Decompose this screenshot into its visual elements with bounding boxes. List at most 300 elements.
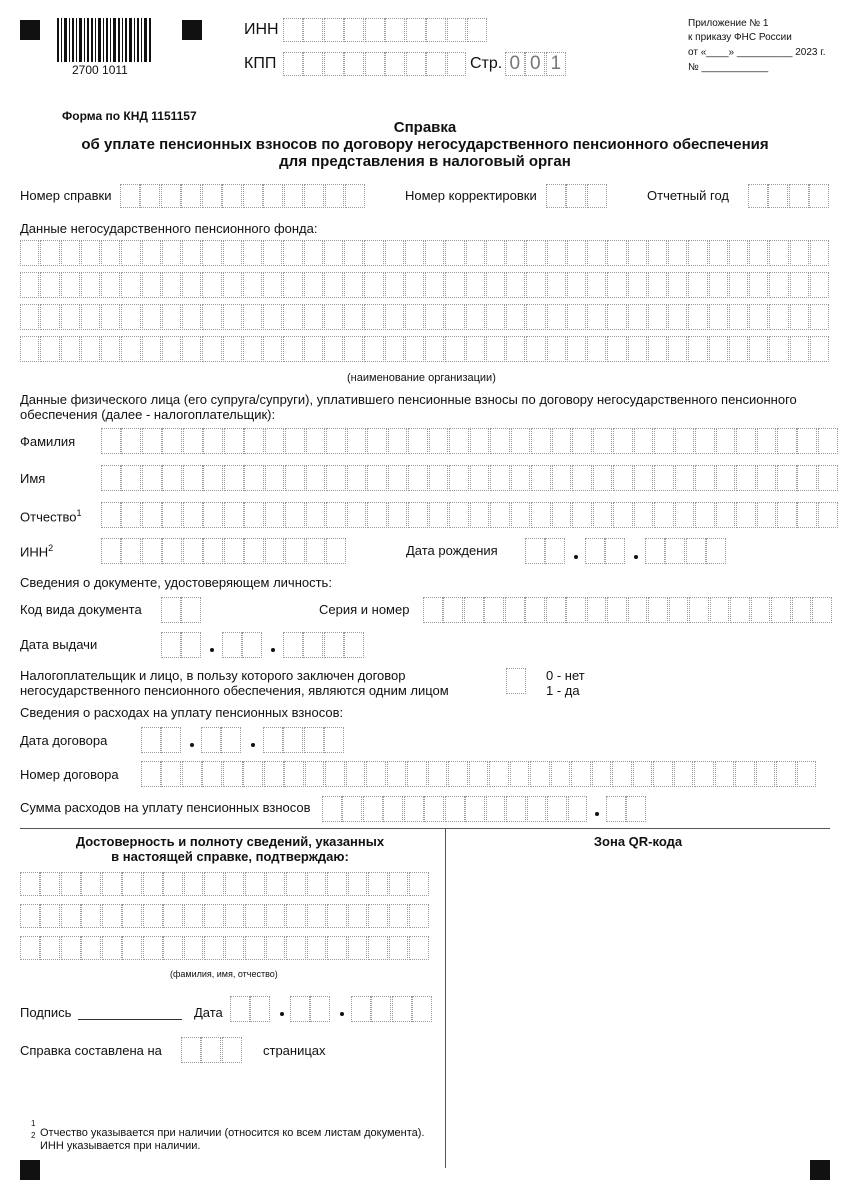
input-cell[interactable] (792, 597, 812, 623)
input-cell[interactable] (324, 727, 344, 753)
input-cell[interactable] (367, 428, 387, 454)
input-cell[interactable] (222, 632, 242, 658)
input-cell[interactable] (243, 336, 262, 362)
input-cell[interactable] (385, 52, 405, 76)
input-cell[interactable] (465, 796, 485, 822)
report-year-cells[interactable] (748, 184, 830, 208)
input-cell[interactable] (385, 240, 404, 266)
contract-number-cells[interactable] (141, 761, 817, 787)
input-cell[interactable] (303, 52, 323, 76)
input-cell[interactable] (121, 240, 140, 266)
input-cell[interactable] (757, 465, 777, 491)
same-person-cell[interactable] (506, 668, 526, 694)
correction-number-cells[interactable] (546, 184, 607, 208)
issue-year-cells[interactable] (283, 632, 365, 658)
input-cell[interactable] (142, 538, 162, 564)
input-cell[interactable] (344, 304, 363, 330)
input-cell[interactable] (389, 936, 409, 960)
input-cell[interactable] (224, 465, 244, 491)
input-cell[interactable] (749, 272, 768, 298)
input-cell[interactable] (162, 538, 182, 564)
input-cell[interactable] (20, 936, 40, 960)
input-cell[interactable] (183, 502, 203, 528)
input-cell[interactable] (547, 240, 566, 266)
input-cell[interactable] (290, 996, 310, 1022)
input-cell[interactable] (587, 184, 607, 208)
input-cell[interactable] (304, 304, 323, 330)
input-cell[interactable] (628, 272, 647, 298)
input-cell[interactable] (263, 336, 282, 362)
input-cell[interactable] (812, 597, 832, 623)
input-cell[interactable] (633, 761, 653, 787)
input-cell[interactable] (163, 904, 183, 928)
input-cell[interactable] (326, 428, 346, 454)
input-cell[interactable] (286, 936, 306, 960)
input-cell[interactable] (810, 336, 829, 362)
input-cell[interactable] (688, 336, 707, 362)
input-cell[interactable] (645, 538, 665, 564)
input-cell[interactable] (324, 336, 343, 362)
input-cell[interactable] (143, 936, 163, 960)
input-cell[interactable] (40, 240, 59, 266)
input-cell[interactable] (612, 761, 632, 787)
input-cell[interactable] (730, 597, 750, 623)
input-cell[interactable] (769, 304, 788, 330)
input-cell[interactable] (392, 996, 412, 1022)
issue-day-cells[interactable] (161, 632, 202, 658)
name-cells[interactable] (101, 465, 838, 491)
input-cell[interactable] (526, 336, 545, 362)
input-cell[interactable] (648, 597, 668, 623)
input-cell[interactable] (225, 936, 245, 960)
input-cell[interactable] (626, 796, 646, 822)
input-cell[interactable] (244, 538, 264, 564)
input-cell[interactable] (122, 872, 142, 896)
input-cell[interactable] (265, 428, 285, 454)
input-cell[interactable] (102, 904, 122, 928)
input-cell[interactable] (163, 872, 183, 896)
input-cell[interactable] (351, 996, 371, 1022)
input-cell[interactable] (736, 428, 756, 454)
input-cell[interactable] (587, 240, 606, 266)
input-cell[interactable] (571, 761, 591, 787)
input-cell[interactable] (695, 428, 715, 454)
input-cell[interactable] (61, 872, 81, 896)
input-cell[interactable] (181, 1037, 201, 1063)
input-cell[interactable] (364, 304, 383, 330)
input-cell[interactable] (628, 597, 648, 623)
input-cell[interactable] (506, 304, 525, 330)
input-cell[interactable] (121, 465, 141, 491)
input-cell[interactable] (344, 336, 363, 362)
input-cell[interactable] (654, 465, 674, 491)
input-cell[interactable] (688, 304, 707, 330)
input-cell[interactable] (344, 272, 363, 298)
input-cell[interactable] (606, 796, 626, 822)
input-cell[interactable] (729, 304, 748, 330)
input-cell[interactable] (818, 502, 838, 528)
input-cell[interactable] (593, 428, 613, 454)
input-cell[interactable] (490, 465, 510, 491)
input-cell[interactable] (486, 336, 505, 362)
input-cell[interactable] (263, 727, 283, 753)
input-cell[interactable] (467, 18, 487, 42)
input-cell[interactable] (162, 272, 181, 298)
input-cell[interactable] (748, 184, 768, 208)
input-cell[interactable] (143, 904, 163, 928)
input-cell[interactable] (204, 936, 224, 960)
input-cell[interactable] (506, 272, 525, 298)
input-cell[interactable] (324, 18, 344, 42)
input-cell[interactable] (20, 240, 39, 266)
input-cell[interactable] (265, 465, 285, 491)
input-cell[interactable] (142, 428, 162, 454)
input-cell[interactable] (61, 240, 80, 266)
input-cell[interactable] (344, 240, 363, 266)
input-cell[interactable] (121, 428, 141, 454)
input-cell[interactable] (466, 240, 485, 266)
input-cell[interactable] (244, 428, 264, 454)
input-cell[interactable] (426, 52, 446, 76)
input-cell[interactable] (511, 465, 531, 491)
input-cell[interactable] (347, 502, 367, 528)
input-cell[interactable] (675, 465, 695, 491)
input-cell[interactable] (769, 272, 788, 298)
input-cell[interactable] (668, 272, 687, 298)
input-cell[interactable] (243, 761, 263, 787)
input-cell[interactable] (613, 502, 633, 528)
input-cell[interactable] (344, 52, 364, 76)
input-cell[interactable] (40, 936, 60, 960)
input-cell[interactable] (307, 904, 327, 928)
input-cell[interactable] (368, 936, 388, 960)
input-cell[interactable] (222, 184, 242, 208)
issue-month-cells[interactable] (222, 632, 263, 658)
input-cell[interactable] (283, 727, 303, 753)
input-cell[interactable] (405, 240, 424, 266)
input-cell[interactable] (428, 761, 448, 787)
input-cell[interactable] (141, 761, 161, 787)
input-cell[interactable] (183, 428, 203, 454)
input-cell[interactable] (592, 761, 612, 787)
input-cell[interactable] (797, 465, 817, 491)
input-cell[interactable] (203, 538, 223, 564)
input-cell[interactable] (749, 336, 768, 362)
input-cell[interactable] (230, 996, 250, 1022)
input-cell[interactable] (716, 428, 736, 454)
input-cell[interactable] (605, 538, 625, 564)
input-cell[interactable] (325, 184, 345, 208)
input-cell[interactable] (101, 240, 120, 266)
input-cell[interactable] (81, 272, 100, 298)
input-cell[interactable] (364, 240, 383, 266)
input-cell[interactable] (348, 872, 368, 896)
input-cell[interactable] (122, 936, 142, 960)
input-cell[interactable] (183, 465, 203, 491)
input-cell[interactable] (304, 184, 324, 208)
input-cell[interactable] (526, 240, 545, 266)
input-cell[interactable] (648, 272, 667, 298)
input-cell[interactable] (567, 336, 586, 362)
input-cell[interactable] (182, 761, 202, 787)
input-cell[interactable] (790, 240, 809, 266)
input-cell[interactable] (634, 502, 654, 528)
input-cell[interactable] (303, 632, 323, 658)
input-cell[interactable] (607, 240, 626, 266)
input-cell[interactable] (665, 538, 685, 564)
input-cell[interactable] (552, 502, 572, 528)
input-cell[interactable] (547, 272, 566, 298)
input-cell[interactable] (674, 761, 694, 787)
input-cell[interactable] (425, 336, 444, 362)
input-cell[interactable] (326, 502, 346, 528)
input-cell[interactable] (368, 872, 388, 896)
input-cell[interactable] (587, 336, 606, 362)
input-cell[interactable] (695, 502, 715, 528)
input-cell[interactable] (566, 184, 586, 208)
input-cell[interactable] (385, 304, 404, 330)
sign-year-cells[interactable] (351, 996, 433, 1022)
input-cell[interactable] (304, 336, 323, 362)
input-cell[interactable] (348, 904, 368, 928)
input-cell[interactable] (751, 597, 771, 623)
input-cell[interactable] (305, 761, 325, 787)
input-cell[interactable] (40, 336, 59, 362)
input-cell[interactable] (470, 502, 490, 528)
input-cell[interactable] (40, 272, 59, 298)
input-cell[interactable] (365, 52, 385, 76)
input-cell[interactable] (306, 428, 326, 454)
input-cell[interactable] (40, 872, 60, 896)
input-cell[interactable] (587, 304, 606, 330)
input-cell[interactable] (182, 240, 201, 266)
input-cell[interactable] (572, 502, 592, 528)
input-cell[interactable] (818, 428, 838, 454)
input-cell[interactable] (525, 538, 545, 564)
input-cell[interactable] (445, 240, 464, 266)
input-cell[interactable] (121, 304, 140, 330)
input-cell[interactable] (426, 18, 446, 42)
input-cell[interactable] (184, 936, 204, 960)
input-cell[interactable] (447, 52, 467, 76)
input-cell[interactable] (716, 502, 736, 528)
expenses-sum-int-cells[interactable] (322, 796, 588, 822)
input-cell[interactable] (243, 240, 262, 266)
input-cell[interactable] (20, 272, 39, 298)
input-cell[interactable] (552, 465, 572, 491)
input-cell[interactable] (286, 904, 306, 928)
input-cell[interactable] (101, 304, 120, 330)
input-cell[interactable] (668, 336, 687, 362)
input-cell[interactable] (322, 796, 342, 822)
certificate-number-cells[interactable] (120, 184, 366, 208)
input-cell[interactable] (505, 597, 525, 623)
input-cell[interactable] (81, 240, 100, 266)
input-cell[interactable] (668, 304, 687, 330)
input-cell[interactable] (613, 428, 633, 454)
input-cell[interactable] (470, 465, 490, 491)
input-cell[interactable] (547, 336, 566, 362)
input-cell[interactable] (715, 761, 735, 787)
input-cell[interactable] (443, 597, 463, 623)
input-cell[interactable] (284, 184, 304, 208)
input-cell[interactable] (545, 538, 565, 564)
input-cell[interactable] (648, 336, 667, 362)
input-cell[interactable] (710, 597, 730, 623)
input-cell[interactable] (404, 796, 424, 822)
input-cell[interactable] (265, 538, 285, 564)
input-cell[interactable] (668, 240, 687, 266)
input-cell[interactable] (202, 184, 222, 208)
input-cell[interactable] (694, 761, 714, 787)
input-cell[interactable] (224, 428, 244, 454)
input-cell[interactable] (223, 304, 242, 330)
input-cell[interactable] (204, 872, 224, 896)
input-cell[interactable] (729, 272, 748, 298)
input-cell[interactable] (222, 1037, 242, 1063)
input-cell[interactable] (388, 502, 408, 528)
input-cell[interactable] (346, 761, 366, 787)
input-cell[interactable] (653, 761, 673, 787)
input-cell[interactable] (777, 465, 797, 491)
input-cell[interactable] (263, 184, 283, 208)
input-cell[interactable] (648, 304, 667, 330)
input-cell[interactable] (669, 597, 689, 623)
input-cell[interactable] (61, 904, 81, 928)
input-cell[interactable] (757, 502, 777, 528)
input-cell[interactable] (466, 304, 485, 330)
input-cell[interactable] (448, 761, 468, 787)
input-cell[interactable] (344, 18, 364, 42)
input-cell[interactable] (162, 502, 182, 528)
input-cell[interactable] (182, 272, 201, 298)
input-cell[interactable] (546, 184, 566, 208)
input-cell[interactable] (263, 272, 282, 298)
input-cell[interactable] (40, 904, 60, 928)
input-cell[interactable] (202, 304, 221, 330)
input-cell[interactable] (202, 336, 221, 362)
input-cell[interactable] (423, 597, 443, 623)
input-cell[interactable] (161, 632, 181, 658)
input-cell[interactable] (709, 304, 728, 330)
input-cell[interactable] (368, 904, 388, 928)
input-cell[interactable] (250, 996, 270, 1022)
input-cell[interactable] (20, 336, 39, 362)
input-cell[interactable] (184, 904, 204, 928)
input-cell[interactable] (223, 240, 242, 266)
input-cell[interactable] (388, 465, 408, 491)
input-cell[interactable] (506, 796, 526, 822)
inn-person-cells[interactable] (101, 538, 347, 564)
input-cell[interactable] (202, 272, 221, 298)
input-cell[interactable] (425, 240, 444, 266)
input-cell[interactable] (389, 872, 409, 896)
input-cell[interactable] (345, 184, 365, 208)
input-cell[interactable] (408, 428, 428, 454)
input-cell[interactable] (526, 272, 545, 298)
input-cell[interactable] (525, 597, 545, 623)
input-cell[interactable] (285, 502, 305, 528)
input-cell[interactable] (366, 761, 386, 787)
input-cell[interactable] (736, 502, 756, 528)
input-cell[interactable] (566, 597, 586, 623)
input-cell[interactable] (429, 428, 449, 454)
inn-cells[interactable] (283, 18, 488, 42)
input-cell[interactable] (142, 465, 162, 491)
input-cell[interactable] (324, 240, 343, 266)
input-cell[interactable] (61, 304, 80, 330)
input-cell[interactable] (506, 336, 525, 362)
input-cell[interactable] (324, 632, 344, 658)
input-cell[interactable] (405, 304, 424, 330)
input-cell[interactable] (201, 1037, 221, 1063)
input-cell[interactable] (61, 936, 81, 960)
input-cell[interactable] (306, 538, 326, 564)
input-cell[interactable] (344, 632, 364, 658)
input-cell[interactable] (567, 304, 586, 330)
input-cell[interactable] (121, 502, 141, 528)
input-cell[interactable] (469, 761, 489, 787)
input-cell[interactable] (304, 272, 323, 298)
input-cell[interactable] (567, 272, 586, 298)
input-cell[interactable] (285, 538, 305, 564)
input-cell[interactable] (245, 904, 265, 928)
input-cell[interactable] (531, 465, 551, 491)
input-cell[interactable] (81, 304, 100, 330)
input-cell[interactable] (447, 18, 467, 42)
input-cell[interactable] (121, 538, 141, 564)
input-cell[interactable] (675, 428, 695, 454)
input-cell[interactable] (777, 428, 797, 454)
input-cell[interactable] (182, 304, 201, 330)
input-cell[interactable] (709, 336, 728, 362)
input-cell[interactable] (263, 304, 282, 330)
page-number-cells[interactable] (505, 52, 566, 76)
input-cell[interactable] (310, 996, 330, 1022)
input-cell[interactable] (184, 872, 204, 896)
input-cell[interactable] (385, 336, 404, 362)
input-cell[interactable] (531, 428, 551, 454)
input-cell[interactable] (749, 240, 768, 266)
input-cell[interactable] (547, 796, 567, 822)
input-cell[interactable] (61, 272, 80, 298)
input-cell[interactable] (347, 465, 367, 491)
input-cell[interactable] (283, 272, 302, 298)
contract-year-cells[interactable] (263, 727, 345, 753)
input-cell[interactable] (162, 240, 181, 266)
input-cell[interactable] (689, 597, 709, 623)
input-cell[interactable] (409, 904, 429, 928)
birth-year-cells[interactable] (645, 538, 727, 564)
pages-count-cells[interactable] (181, 1037, 242, 1063)
input-cell[interactable] (285, 465, 305, 491)
input-cell[interactable] (266, 904, 286, 928)
input-cell[interactable] (348, 936, 368, 960)
input-cell[interactable] (706, 538, 726, 564)
input-cell[interactable] (81, 872, 101, 896)
input-cell[interactable] (445, 336, 464, 362)
input-cell[interactable] (283, 632, 303, 658)
input-cell[interactable] (162, 304, 181, 330)
input-cell[interactable] (409, 872, 429, 896)
input-cell[interactable] (327, 936, 347, 960)
surname-cells[interactable] (101, 428, 838, 454)
input-cell[interactable] (40, 304, 59, 330)
input-cell[interactable] (790, 336, 809, 362)
doc-type-code-cells[interactable] (161, 597, 202, 623)
input-cell[interactable] (688, 272, 707, 298)
input-cell[interactable] (797, 428, 817, 454)
